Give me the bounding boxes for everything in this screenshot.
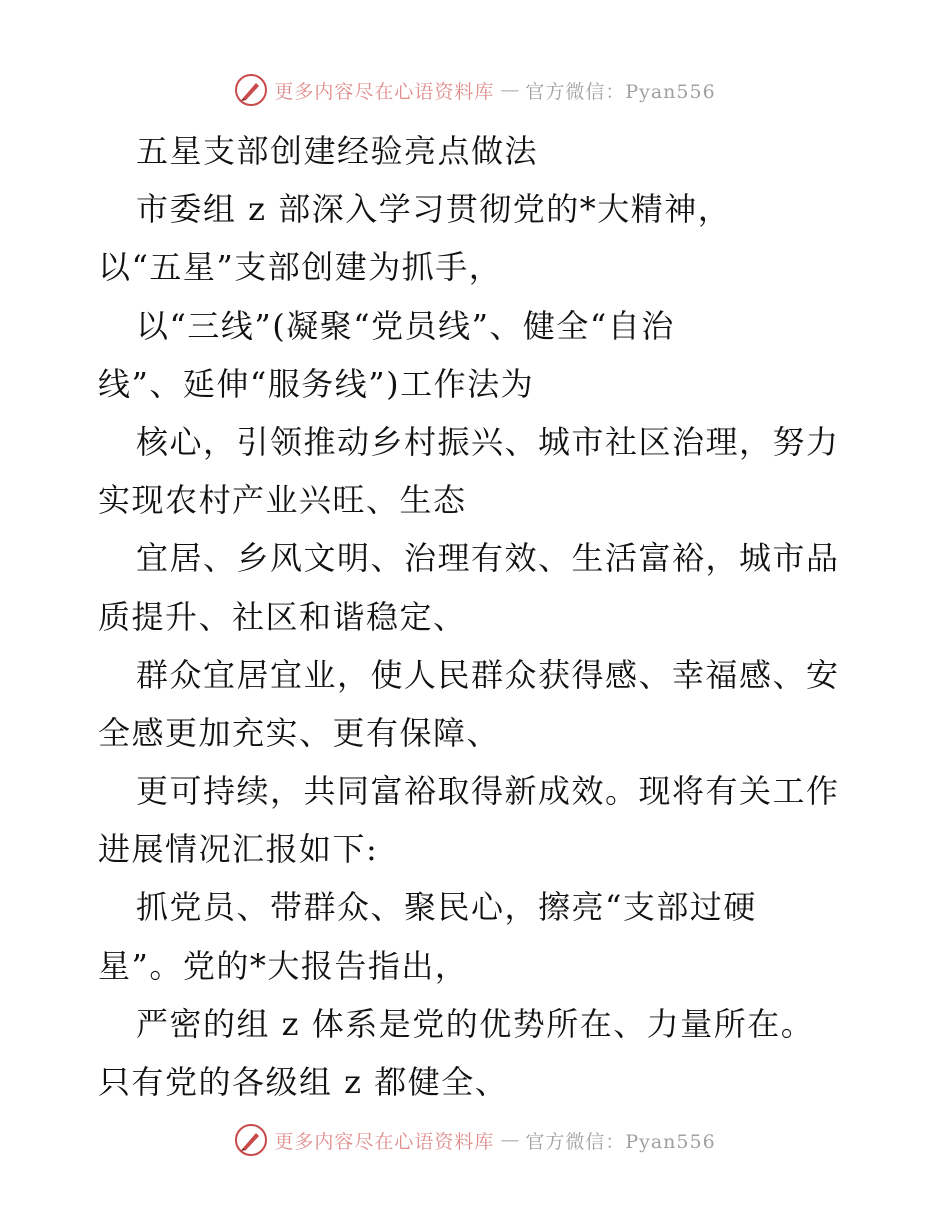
- text-line: 以“三线”(凝聚“党员线”、健全“自治: [136, 306, 675, 345]
- header-watermark: [0, 70, 950, 110]
- text-line: 全感更加充实、更有保障、: [98, 713, 501, 752]
- footer-watermark: [0, 1120, 950, 1160]
- document-body: [98, 122, 858, 1111]
- text-line: 宜居、乡风文明、治理有效、生活富裕，城市品: [136, 539, 840, 578]
- text-line: 群众宜居宜业，使人民群众获得感、幸福感、安: [136, 655, 840, 694]
- watermark-group: [234, 73, 715, 107]
- text-line: 质提升、社区和谐稳定、: [98, 597, 467, 636]
- text-line: 五星支部创建经验亮点做法: [136, 132, 539, 170]
- watermark-text: 更多内容尽在心语资料库: [274, 80, 495, 103]
- text-line: 严密的组 z 体系是党的优势所在、力量所在。: [136, 1004, 815, 1043]
- text-line: 实现农村产业兴旺、生态: [98, 481, 467, 520]
- watermark-separator: —: [500, 1129, 520, 1151]
- pen-nib-logo-icon: [234, 1123, 268, 1157]
- text-line: 核心，引领推动乡村振兴、城市社区治理，努力: [136, 422, 840, 461]
- text-line: 以“五星”支部创建为抓手，: [98, 248, 503, 287]
- watermark-group: [234, 1123, 715, 1157]
- text-line: 线”、延伸“服务线”)工作法为: [98, 364, 535, 403]
- watermark-contact: 官方微信：Pyan556: [525, 1130, 716, 1153]
- text-line: 抓党员、带群众、聚民心，擦亮“支部过硬: [136, 888, 757, 927]
- text-line: 进展情况汇报如下:: [98, 830, 379, 869]
- text-line: 星”。党的*大报告指出，: [98, 946, 469, 985]
- text-line: 只有党的各级组 z 都健全、: [98, 1063, 509, 1101]
- text-line: 更可持续，共同富裕取得新成效。现将有关工作: [136, 772, 840, 811]
- pen-nib-logo-icon: [234, 73, 268, 107]
- text-line: 市委组 z 部深入学习贯彻党的*大精神，: [136, 190, 732, 229]
- watermark-separator: —: [500, 79, 520, 101]
- watermark-text: 更多内容尽在心语资料库: [274, 1130, 495, 1153]
- watermark-contact: 官方微信：Pyan556: [525, 80, 716, 103]
